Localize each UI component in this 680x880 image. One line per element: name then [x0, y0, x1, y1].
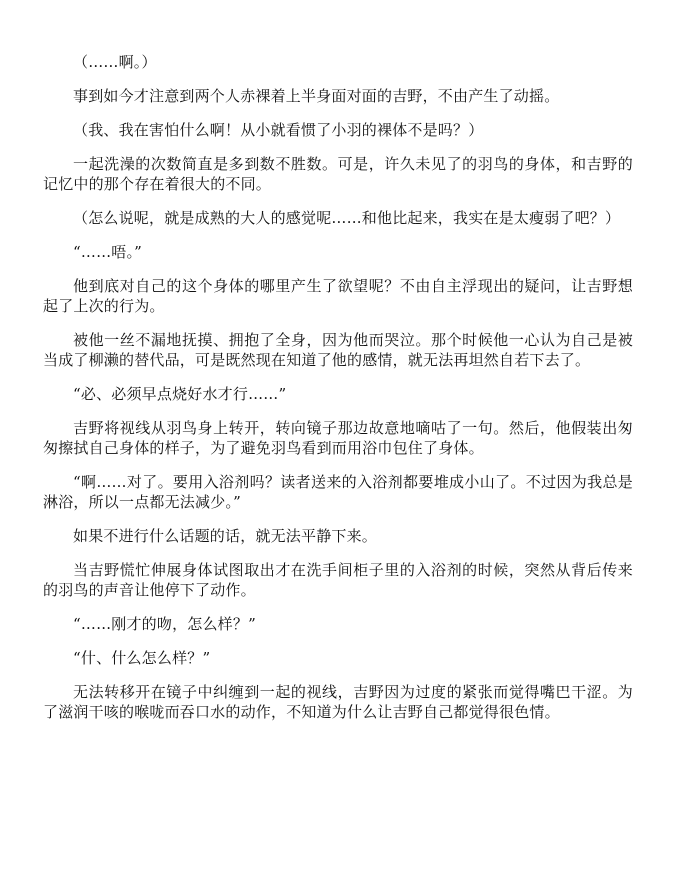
paragraph-14: “……刚才的吻，怎么样？”	[73, 615, 256, 633]
paragraph-8: 被他一丝不漏地抚摸、拥抱了全身，因为他而哭泣。那个时候他一心认为自己是被当成了柳濑的替代品，可是既然现在知道了他的感情，就无法再坦然自若下去了。	[43, 331, 633, 369]
paragraph-3: （我、我在害怕什么啊！从小就看惯了小羽的裸体不是吗？）	[73, 121, 484, 139]
document-page	[43, 52, 633, 736]
paragraph-6: “……唔。”	[73, 243, 143, 261]
paragraph-15: “什、什么怎么样？”	[73, 649, 211, 667]
paragraph-7: 他到底对自己的这个身体的哪里产生了欲望呢？不由自主浮现出的疑问，让吉野想起了上次的行为。	[43, 277, 633, 315]
paragraph-4: 一起洗澡的次数简直是多到数不胜数。可是，许久未见了的羽鸟的身体，和吉野的记忆中的那个存在着很大的不同。	[43, 155, 633, 193]
paragraph-16: 无法转移开在镜子中纠缠到一起的视线，吉野因为过度的紧张而觉得嘴巴干涩。为了滋润干咳的喉咙而吞口水的动作，不知道为什么让吉野自己都觉得很色情。	[43, 683, 633, 721]
paragraph-12: 如果不进行什么话题的话，就无法平静下来。	[73, 527, 378, 545]
paragraph-5: （怎么说呢，就是成熟的大人的感觉呢……和他比起来，我实在是太瘦弱了吧？）	[73, 209, 621, 227]
paragraph-9: “必、必须早点烧好水才行……”	[73, 385, 287, 403]
paragraph-13: 当吉野慌忙伸展身体试图取出才在洗手间柜子里的入浴剂的时候，突然从背后传来的羽鸟的声音让他停下了动作。	[43, 561, 633, 599]
paragraph-11: “啊……对了。要用入浴剂吗？读者送来的入浴剂都要堆成小山了。不过因为我总是淋浴，所以一点都无法减少。”	[43, 473, 633, 511]
paragraph-1: （……啊。）	[73, 53, 157, 71]
paragraph-2: 事到如今才注意到两个人赤裸着上半身面对面的吉野，不由产生了动摇。	[73, 87, 560, 105]
paragraph-10: 吉野将视线从羽鸟身上转开，转向镜子那边故意地嘀咕了一句。然后，他假装出匆匆擦拭自己身体的样子，为了避免羽鸟看到而用浴巾包住了身体。	[43, 419, 633, 457]
